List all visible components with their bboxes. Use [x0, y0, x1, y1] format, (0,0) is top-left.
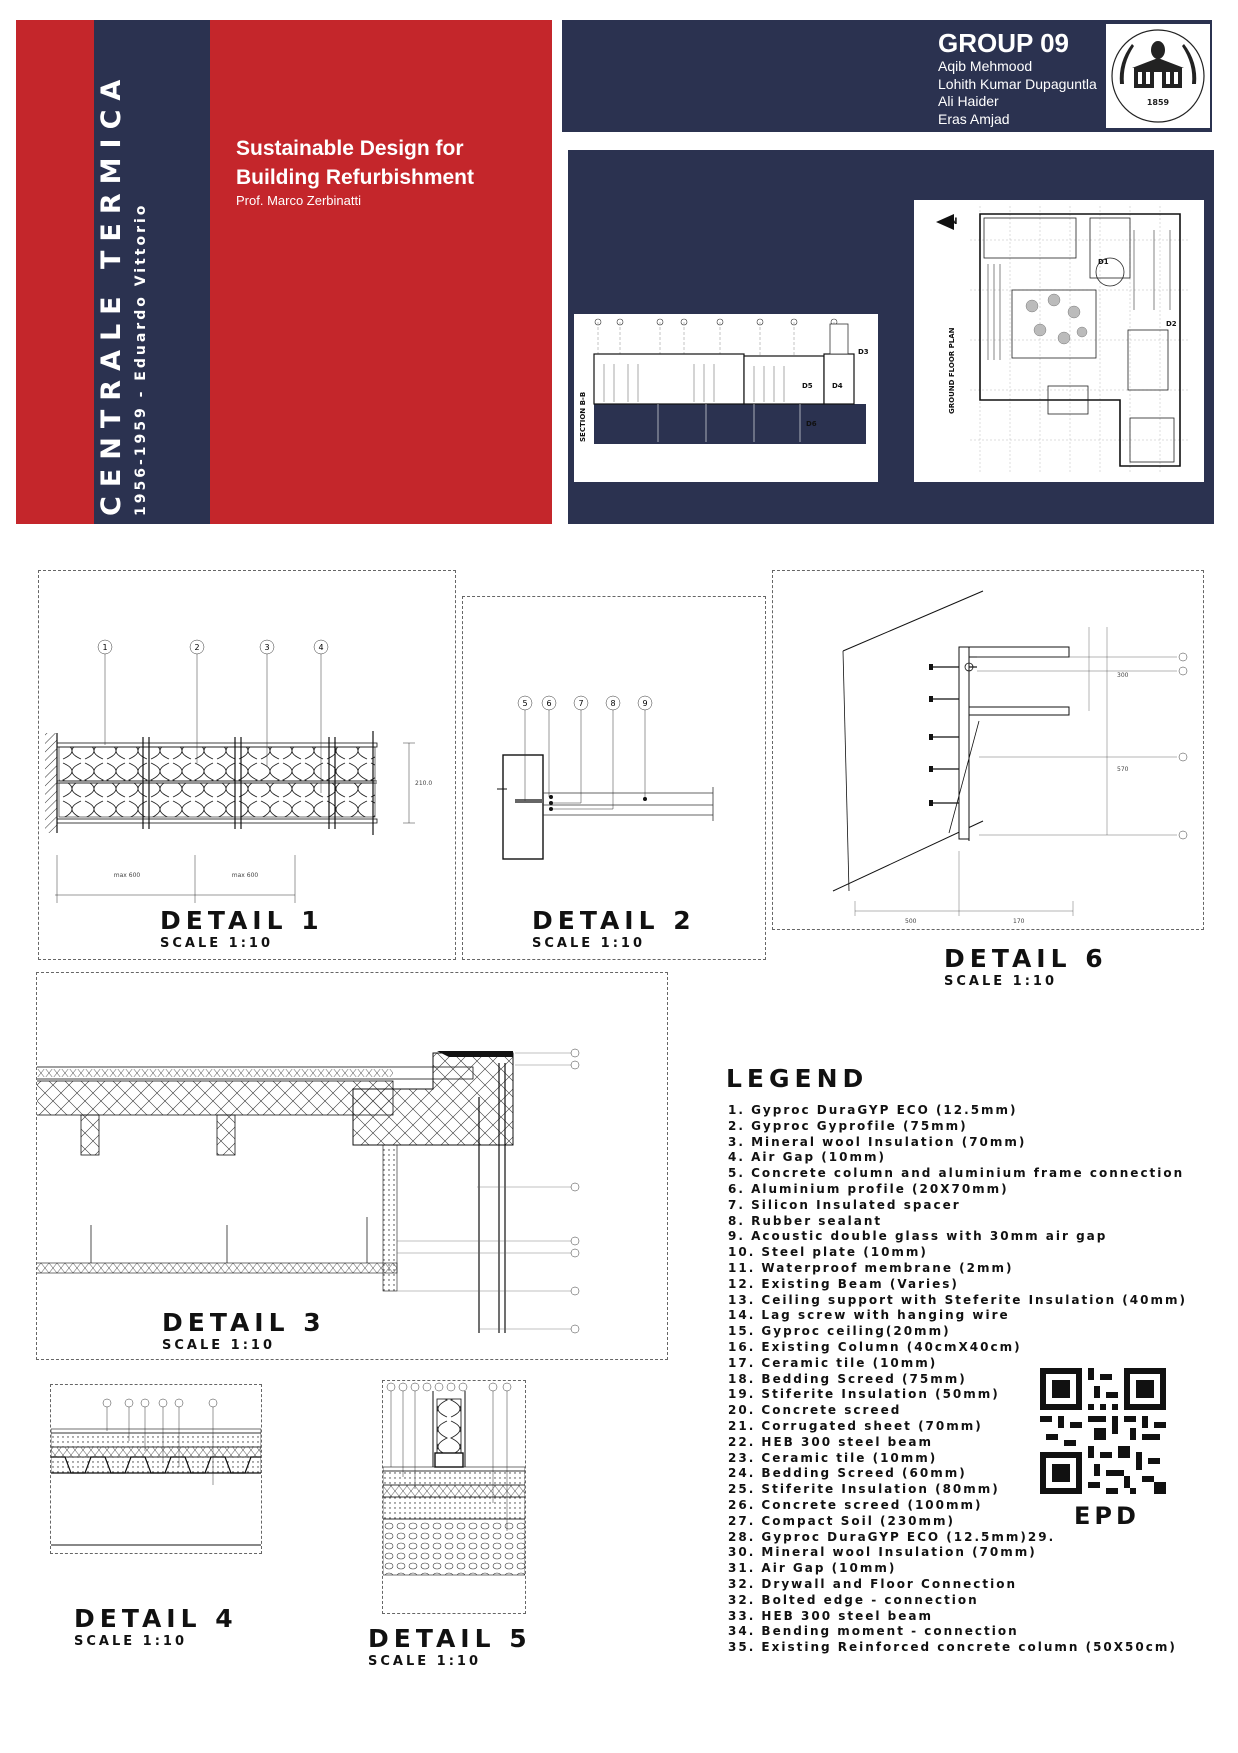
- legend-title: LEGEND: [726, 1064, 869, 1093]
- callout: 2: [194, 643, 200, 652]
- dimension-text: 500: [905, 918, 917, 925]
- detail-scale: SCALE 1:10: [160, 936, 273, 951]
- legend-item: 7. Silicon Insulated spacer: [728, 1197, 961, 1212]
- detail-title: DETAIL 6: [944, 944, 1108, 973]
- dimension-text: 170: [1013, 918, 1025, 925]
- section-tag: D5: [802, 382, 813, 390]
- legend-item: 24. Bedding Screed (60mm): [728, 1466, 967, 1481]
- legend-item: 17. Ceramic tile (10mm): [728, 1355, 938, 1370]
- detail-title: DETAIL 3: [162, 1308, 326, 1337]
- course-block: [236, 134, 536, 208]
- qr-code-icon[interactable]: [1040, 1368, 1166, 1494]
- legend-item: 12. Existing Beam (Varies): [728, 1276, 959, 1291]
- legend-item: 21. Corrugated sheet (70mm): [728, 1418, 983, 1433]
- dimension-text: 300: [1117, 672, 1129, 679]
- member-name: Ali Haider: [938, 93, 999, 109]
- legend-item: 19. Stiferite Insulation (50mm): [728, 1387, 1000, 1402]
- legend-item: 4. Air Gap (10mm): [728, 1150, 886, 1165]
- detail-5-frame: [382, 1380, 526, 1614]
- professor-name: Prof. Marco Zerbinatti: [236, 193, 361, 208]
- legend-item: 32. Drywall and Floor Connection: [728, 1576, 1018, 1591]
- detail-title: DETAIL 4: [74, 1604, 238, 1633]
- legend-item: 13. Ceiling support with Steferite Insulation (40mm): [728, 1292, 1187, 1307]
- north-label: N: [950, 217, 958, 227]
- legend-item: 28. Gyproc DuraGYP ECO (12.5mm)29.: [728, 1529, 1056, 1544]
- detail-6-frame: [772, 570, 1204, 930]
- legend-item: 18. Bedding Screed (75mm): [728, 1371, 967, 1386]
- callout: 9: [642, 699, 648, 708]
- callout: 4: [318, 643, 324, 652]
- legend-item: 16. Existing Column (40cmX40cm): [728, 1339, 1022, 1354]
- section-tag: D3: [858, 348, 869, 356]
- callout: 1: [102, 643, 108, 652]
- detail-title: DETAIL 5: [368, 1624, 532, 1653]
- dimension-text: max 600: [113, 872, 141, 879]
- group-info: [938, 28, 1097, 128]
- section-drawing: [574, 314, 878, 482]
- legend-item: 23. Ceramic tile (10mm): [728, 1450, 938, 1465]
- section-label: SECTION B-B: [579, 391, 587, 442]
- legend-item: 32. Bolted edge - connection: [728, 1592, 979, 1607]
- detail-title: DETAIL 1: [160, 906, 324, 935]
- group-name: GROUP 09: [938, 28, 1070, 58]
- detail-1-frame: [38, 570, 456, 960]
- wall-hatch: [45, 733, 57, 833]
- logo-year: 1859: [1146, 98, 1170, 107]
- legend-item: 31. Air Gap (10mm): [728, 1561, 897, 1576]
- legend-item: 11. Waterproof membrane (2mm): [728, 1260, 1014, 1275]
- detail-3-frame: [36, 972, 668, 1360]
- plan-tag: D1: [1098, 258, 1109, 266]
- course-title: Sustainable Design for Building Refurbishment: [236, 137, 474, 189]
- detail-scale: SCALE 1:10: [532, 936, 645, 951]
- legend-item: 8. Rubber sealant: [728, 1213, 883, 1228]
- legend-item: 30. Mineral wool Insulation (70mm): [728, 1545, 1037, 1560]
- detail-scale: SCALE 1:10: [74, 1634, 187, 1649]
- member-name: Eras Amjad: [938, 110, 1010, 127]
- dimension-text: 570: [1117, 766, 1129, 773]
- vertical-title: [96, 16, 206, 516]
- legend-item: 10. Steel plate (10mm): [728, 1245, 928, 1260]
- legend-item: 14. Lag screw with hanging wire: [728, 1308, 1010, 1323]
- callout: 8: [610, 699, 616, 708]
- detail-4-frame: [50, 1384, 262, 1554]
- plan-tag: D2: [1166, 320, 1177, 328]
- section-tag: D6: [806, 420, 817, 428]
- legend-item: 34. Bending moment - connection: [728, 1624, 1019, 1639]
- legend-item: 1. Gyproc DuraGYP ECO (12.5mm): [728, 1103, 1018, 1117]
- legend-item: 5. Concrete column and aluminium frame connection: [728, 1166, 1185, 1181]
- legend-item: 22. HEB 300 steel beam: [728, 1434, 934, 1449]
- legend-item: 15. Gyproc ceiling(20mm): [728, 1324, 951, 1339]
- callout: 3: [264, 643, 270, 652]
- section-tag: D4: [832, 382, 843, 390]
- legend-item: 35. Existing Reinforced concrete column (50X50cm): [728, 1640, 1177, 1655]
- legend-item: 2. Gyproc Gyprofile (75mm): [728, 1118, 968, 1133]
- callout: 7: [578, 699, 584, 708]
- detail-title: DETAIL 2: [532, 906, 696, 935]
- legend-item: 20. Concrete screed: [728, 1403, 902, 1418]
- dimension-text: max 600: [231, 872, 259, 879]
- legend-item: 26. Concrete screed (100mm): [728, 1497, 983, 1512]
- detail-scale: SCALE 1:10: [944, 974, 1057, 989]
- plan-label: GROUND FLOOR PLAN: [948, 327, 956, 414]
- legend-item: 33. HEB 300 steel beam: [728, 1608, 934, 1623]
- callout: 5: [522, 699, 528, 708]
- project-subtitle: 1956-1959 - Eduardo Vittorio: [133, 202, 149, 516]
- epd-label: EPD: [1074, 1502, 1140, 1530]
- detail-scale: SCALE 1:10: [162, 1338, 275, 1353]
- member-name: Lohith Kumar Dupaguntla: [938, 75, 1097, 92]
- project-title: CENTRALE TERMICA: [96, 70, 127, 516]
- callout: 6: [546, 699, 552, 708]
- dimension-text: 210.0: [415, 780, 433, 787]
- detail-scale: SCALE 1:10: [368, 1654, 481, 1669]
- legend-item: 6. Aluminium profile (20X70mm): [728, 1181, 1009, 1196]
- floor-plan-drawing: [914, 200, 1204, 482]
- legend-item: 25. Stiferite Insulation (80mm): [728, 1482, 1000, 1497]
- legend-item: 9. Acoustic double glass with 30mm air gap: [728, 1229, 1108, 1244]
- university-logo: [1106, 24, 1210, 128]
- legend-item: 3. Mineral wool Insulation (70mm): [728, 1134, 1027, 1149]
- legend-item: 27. Compact Soil (230mm): [728, 1513, 956, 1528]
- member-name: Aqib Mehmood: [938, 58, 1033, 74]
